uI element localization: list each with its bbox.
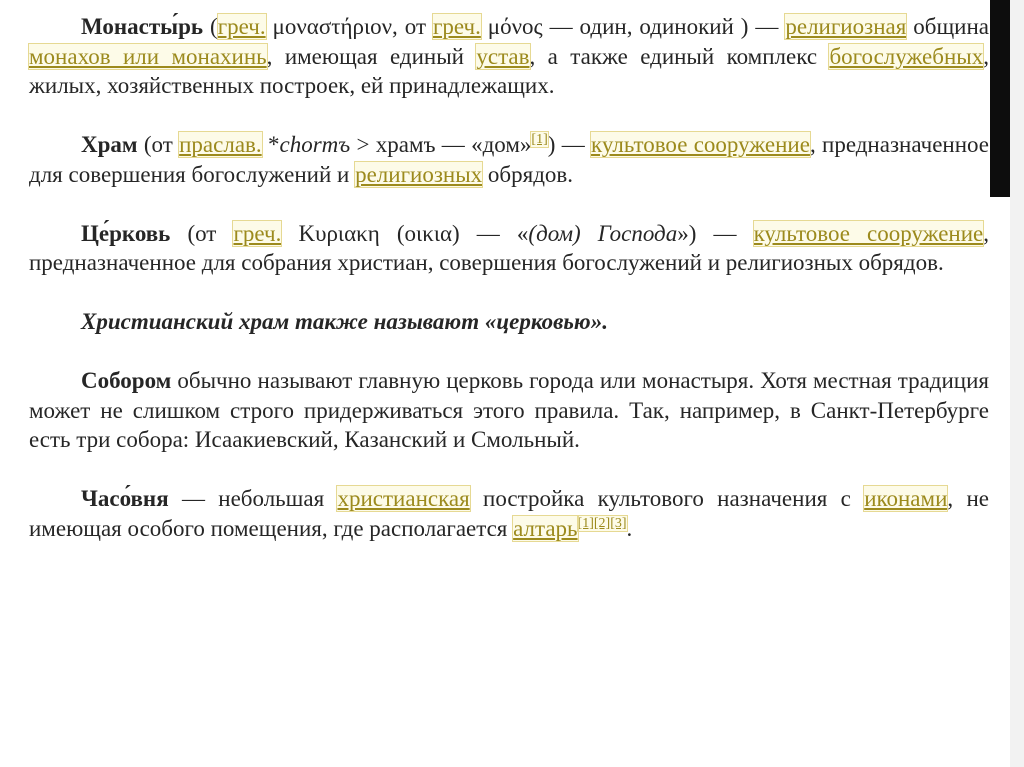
- link-religioznykh[interactable]: религиозных: [355, 161, 483, 187]
- text: μόνος — один, одинокий ) —: [480, 14, 786, 39]
- text: ) —: [547, 132, 592, 157]
- text: постройка культового назначения с: [469, 486, 865, 511]
- term-monastery: Монасты́рь: [81, 14, 204, 39]
- link-footnotes-1-2-3[interactable]: [1][2][3]: [577, 515, 627, 531]
- link-religioznaya[interactable]: религиозная: [785, 14, 907, 39]
- slide-text: [29, 12, 989, 543]
- paragraph-khram: [29, 130, 989, 189]
- paragraph-sobor: [29, 366, 989, 455]
- link-khristianskaya[interactable]: христианская: [337, 486, 470, 511]
- paragraph-tserkov: [29, 219, 989, 278]
- term-chasovnya: Часо́вня: [81, 486, 169, 511]
- paragraph-note: [29, 307, 989, 337]
- link-kultovoe-sooruzhenie-2[interactable]: культовое сооружение: [753, 220, 984, 246]
- text: .: [626, 515, 633, 541]
- link-ikonami[interactable]: иконами: [864, 486, 948, 511]
- text: — небольшая: [168, 486, 338, 511]
- black-accent-bar: [990, 0, 1010, 197]
- text: община: [906, 14, 989, 39]
- text: , не имеющая особого помещения, где располагается: [29, 486, 989, 541]
- term-khram: Храм: [81, 132, 138, 157]
- text-italic: chormъ: [279, 132, 351, 157]
- link-praslav[interactable]: праслав.: [179, 132, 262, 157]
- text: *: [261, 132, 280, 157]
- text-italic: (дом) Господа: [528, 220, 678, 246]
- link-footnote-1[interactable]: [1]: [531, 132, 548, 148]
- text: , предназначенное для совершения богослужений и: [29, 132, 990, 187]
- paragraph-chasovnya: [29, 484, 989, 543]
- text: ») —: [677, 220, 754, 246]
- text: , жилых, хозяйственных построек, ей принадлежащих.: [29, 43, 989, 98]
- right-edge-strip: [1010, 0, 1024, 767]
- link-monakhov[interactable]: монахов или монахинь: [29, 43, 267, 69]
- term-tserkov: Це́рковь: [81, 220, 171, 246]
- link-grech-2[interactable]: греч.: [432, 14, 481, 39]
- text: (: [203, 14, 218, 39]
- note-text: Христианский храм также называют «церковью».: [81, 309, 608, 334]
- link-ustav[interactable]: устав: [476, 43, 530, 69]
- paragraph-monastery: [29, 12, 989, 101]
- text: > храмъ — «дом»: [350, 132, 532, 157]
- text: , предназначенное для собрания христиан, совершения богослужений и религиозных обрядов.: [29, 220, 989, 275]
- link-bogosluzhebnykh[interactable]: богослужебных: [829, 43, 984, 69]
- text: , а также единый комплекс: [529, 43, 830, 69]
- link-grech-3[interactable]: греч.: [233, 220, 282, 246]
- text: (от: [137, 132, 180, 157]
- link-altar[interactable]: алтарь: [513, 515, 578, 541]
- text: Κυριακη (οικια) — «: [281, 220, 529, 246]
- link-kultovoe-sooruzhenie[interactable]: культовое сооружение: [591, 132, 810, 157]
- text: обрядов.: [482, 161, 574, 187]
- text: , имеющая единый: [266, 43, 477, 69]
- text: (от: [170, 220, 234, 246]
- text: μοναστήριον, от: [265, 14, 433, 39]
- link-grech-1[interactable]: греч.: [217, 14, 266, 39]
- text: обычно называют главную церковь города или монастыря. Хотя местная традиция может не слишком строго придерживаться этого правила. Так, например, в Санкт-Петербурге есть три собора: Исаакиевский, Казанский и Смольный.: [29, 368, 989, 452]
- term-sobor: Собором: [81, 368, 172, 393]
